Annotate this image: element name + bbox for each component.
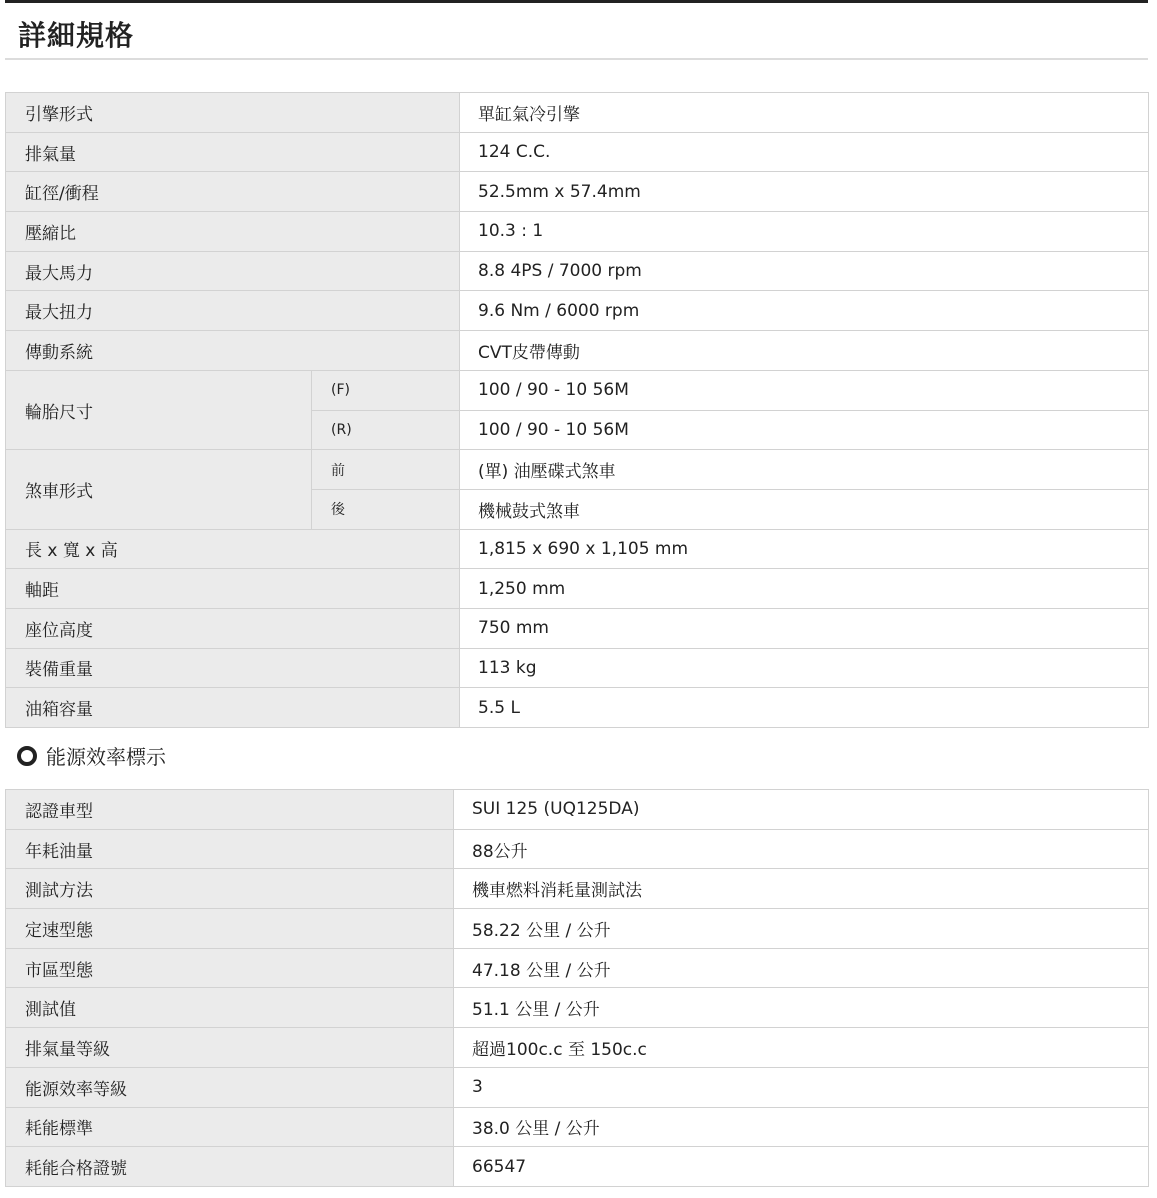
tire-front-sub: (F): [312, 370, 460, 410]
spec-value: CVT皮帶傳動: [460, 331, 1149, 371]
energy-label: 年耗油量: [6, 829, 454, 869]
circle-bullet-icon: [17, 746, 37, 766]
table-row: [6, 212, 1149, 252]
table-row: [6, 948, 1149, 988]
energy-label: 測試方法: [6, 869, 454, 909]
table-row: [6, 988, 1149, 1028]
energy-heading-text: 能源效率標示: [46, 745, 166, 769]
table-row: [6, 829, 1149, 869]
page-title: 詳細規格: [18, 19, 135, 52]
table-row: [6, 172, 1149, 212]
table-row: [6, 132, 1149, 172]
brake-front-sub: 前: [312, 450, 460, 490]
tire-rear-value: 100 / 90 - 10 56M: [460, 410, 1149, 450]
table-row: [6, 1107, 1149, 1147]
table-row: [6, 688, 1149, 728]
energy-value: 66547: [454, 1147, 1149, 1187]
tire-label: 輪胎尺寸: [6, 370, 312, 449]
spec-label: 裝備重量: [6, 648, 460, 688]
table-row: [6, 1067, 1149, 1107]
table-row: [6, 909, 1149, 949]
spec-label: 缸徑/衝程: [6, 172, 460, 212]
brake-front-value: (單) 油壓碟式煞車: [460, 450, 1149, 490]
spec-value: 8.8 4PS / 7000 rpm: [460, 251, 1149, 291]
energy-value: 38.0 公里 / 公升: [454, 1107, 1149, 1147]
spec-value: 1,250 mm: [460, 569, 1149, 609]
table-row: [6, 569, 1149, 609]
tire-front-value: 100 / 90 - 10 56M: [460, 370, 1149, 410]
table-row: [6, 450, 1149, 490]
spec-table: [5, 92, 1149, 728]
energy-value: 47.18 公里 / 公升: [454, 948, 1149, 988]
energy-value: 88公升: [454, 829, 1149, 869]
spec-value: 5.5 L: [460, 688, 1149, 728]
energy-table: [5, 789, 1149, 1187]
brake-rear-sub: 後: [312, 489, 460, 529]
spec-value: 113 kg: [460, 648, 1149, 688]
energy-label: 排氣量等級: [6, 1028, 454, 1068]
spec-value: 單缸氣冷引擎: [460, 93, 1149, 133]
spec-label: 傳動系統: [6, 331, 460, 371]
table-row: [6, 1147, 1149, 1187]
energy-value: 超過100c.c 至 150c.c: [454, 1028, 1149, 1068]
energy-label: 定速型態: [6, 909, 454, 949]
energy-value: SUI 125 (UQ125DA): [454, 790, 1149, 830]
table-row: [6, 331, 1149, 371]
spec-label: 長 x 寬 x 高: [6, 529, 460, 569]
table-row: [6, 529, 1149, 569]
energy-label: 市區型態: [6, 948, 454, 988]
table-row: [6, 1028, 1149, 1068]
energy-label: 測試值: [6, 988, 454, 1028]
spec-value: 1,815 x 690 x 1,105 mm: [460, 529, 1149, 569]
spec-label: 壓縮比: [6, 212, 460, 252]
energy-label: 耗能合格證號: [6, 1147, 454, 1187]
table-row: [6, 648, 1149, 688]
spec-label: 排氣量: [6, 132, 460, 172]
table-row: [6, 291, 1149, 331]
table-row: [6, 790, 1149, 830]
table-row: [6, 251, 1149, 291]
energy-value: 3: [454, 1067, 1149, 1107]
tire-rear-sub: (R): [312, 410, 460, 450]
table-row: [6, 370, 1149, 410]
energy-section-heading: [17, 741, 166, 770]
spec-value: 52.5mm x 57.4mm: [460, 172, 1149, 212]
brake-rear-value: 機械鼓式煞車: [460, 489, 1149, 529]
spec-value: 9.6 Nm / 6000 rpm: [460, 291, 1149, 331]
spec-value: 124 C.C.: [460, 132, 1149, 172]
energy-value: 58.22 公里 / 公升: [454, 909, 1149, 949]
energy-label: 認證車型: [6, 790, 454, 830]
energy-value: 機車燃料消耗量測試法: [454, 869, 1149, 909]
energy-label: 耗能標準: [6, 1107, 454, 1147]
brake-label: 煞車形式: [6, 450, 312, 529]
spec-label: 油箱容量: [6, 688, 460, 728]
table-row: [6, 608, 1149, 648]
spec-label: 最大扭力: [6, 291, 460, 331]
spec-value: 10.3 : 1: [460, 212, 1149, 252]
title-divider: [5, 58, 1148, 60]
spec-label: 最大馬力: [6, 251, 460, 291]
spec-value: 750 mm: [460, 608, 1149, 648]
table-row: [6, 869, 1149, 909]
header-top-border: [5, 0, 1148, 3]
spec-label: 軸距: [6, 569, 460, 609]
spec-label: 引擎形式: [6, 93, 460, 133]
energy-label: 能源效率等級: [6, 1067, 454, 1107]
energy-value: 51.1 公里 / 公升: [454, 988, 1149, 1028]
table-row: [6, 93, 1149, 133]
spec-label: 座位高度: [6, 608, 460, 648]
